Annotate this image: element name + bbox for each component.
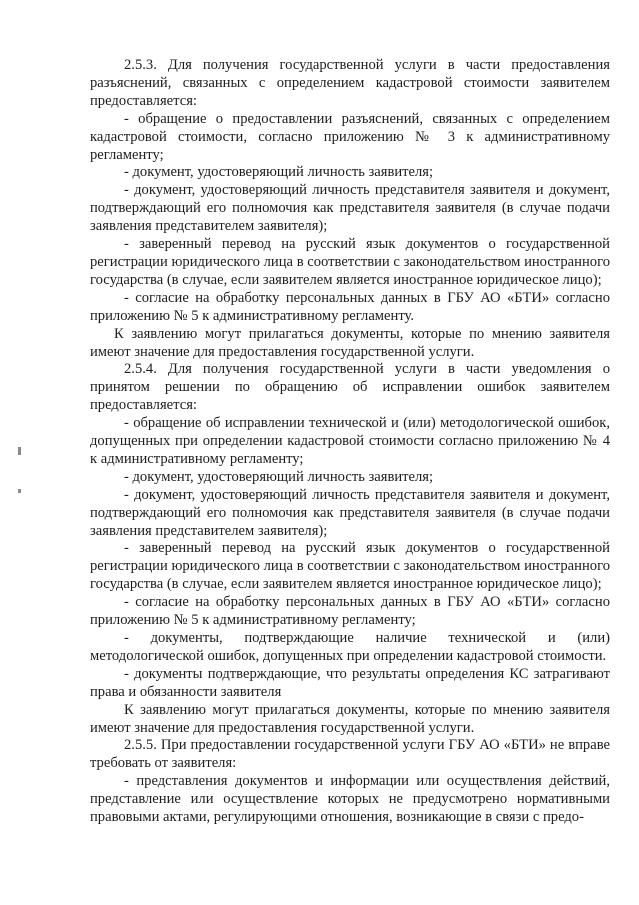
paragraph: К заявлению могут прилагаться документы, которые по мнению заявителя имеют значение для предоставления государственной услуги.: [90, 701, 610, 736]
paragraph: К заявлению могут прилагаться документы, которые по мнению заявителя имеют значение для предоставления государственной услуги.: [90, 325, 610, 360]
list-item: - документ, удостоверяющий личность заявителя;: [124, 164, 434, 181]
list-item: - документ, удостоверяющий личность представителя заявителя и документ, подтверждающий его полномочия как представителя заявителя (в случае подачи заявления представителем заявителя);: [90, 486, 610, 539]
list-item: - обращение об исправлении технической и (или) методологической ошибок, допущенных при определении кадастровой стоимости согласно приложению № 4 к административному регламенту;: [90, 415, 610, 467]
scan-artifact: [18, 489, 21, 493]
list-item: - документы подтверждающие, что результаты определения КС затрагивают права и обязанности заявителя: [90, 665, 610, 700]
list-item: - согласие на обработку персональных данных в ГБУ АО «БТИ» согласно приложению № 5 к административному регламенту.: [90, 289, 610, 324]
scan-artifact: [18, 447, 21, 455]
paragraph: 2.5.5. При предоставлении государственной услуги ГБУ АО «БТИ» не вправе требовать от заявителя:: [90, 737, 610, 772]
document-body: [90, 57, 610, 827]
list-item: - заверенный перевод на русский язык документов о государственной регистрации юридического лица в соответствии с законодательством иностранного государства (в случае, если заявителем является иностранное юридическое лицо);: [90, 540, 610, 593]
list-item: - согласие на обработку персональных данных в ГБУ АО «БТИ» согласно приложению № 5 к административному регламенту;: [90, 594, 610, 629]
list-item: - представления документов и информации или осуществления действий, представление или осуществление которых не предусмотрено нормативными правовыми актами, регулирующими отношения, возникающие в связи с предо-: [90, 773, 610, 826]
list-item: - обращение о предоставлении разъяснений, связанных с определением кадастровой стоимости, согласно приложению № 3 к административному регламенту;: [90, 110, 610, 163]
paragraph: 2.5.3. Для получения государственной услуги в части предоставления разъяснений, связанных с определением кадастровой стоимости заявителем предоставляется:: [90, 57, 610, 109]
list-item: - документы, подтверждающие наличие технической и (или) методологической ошибок, допущенных при определении кадастровой стоимости.: [90, 630, 610, 664]
list-item: - документ, удостоверяющий личность заявителя;: [124, 468, 434, 485]
list-item: - заверенный перевод на русский язык документов о государственной регистрации юридического лица в соответствии с законодательством иностранного государства (в случае, если заявителем является иностранное юридическое лицо);: [90, 236, 610, 288]
paragraph: 2.5.4. Для получения государственной услуги в части уведомления о принятом решении по обращению об исправлении ошибок заявителем предоставляется:: [90, 361, 610, 414]
list-item: - документ, удостоверяющий личность представителя заявителя и документ, подтверждающий его полномочия как представителя заявителя (в случае подачи заявления представителем заявителя);: [90, 182, 610, 235]
